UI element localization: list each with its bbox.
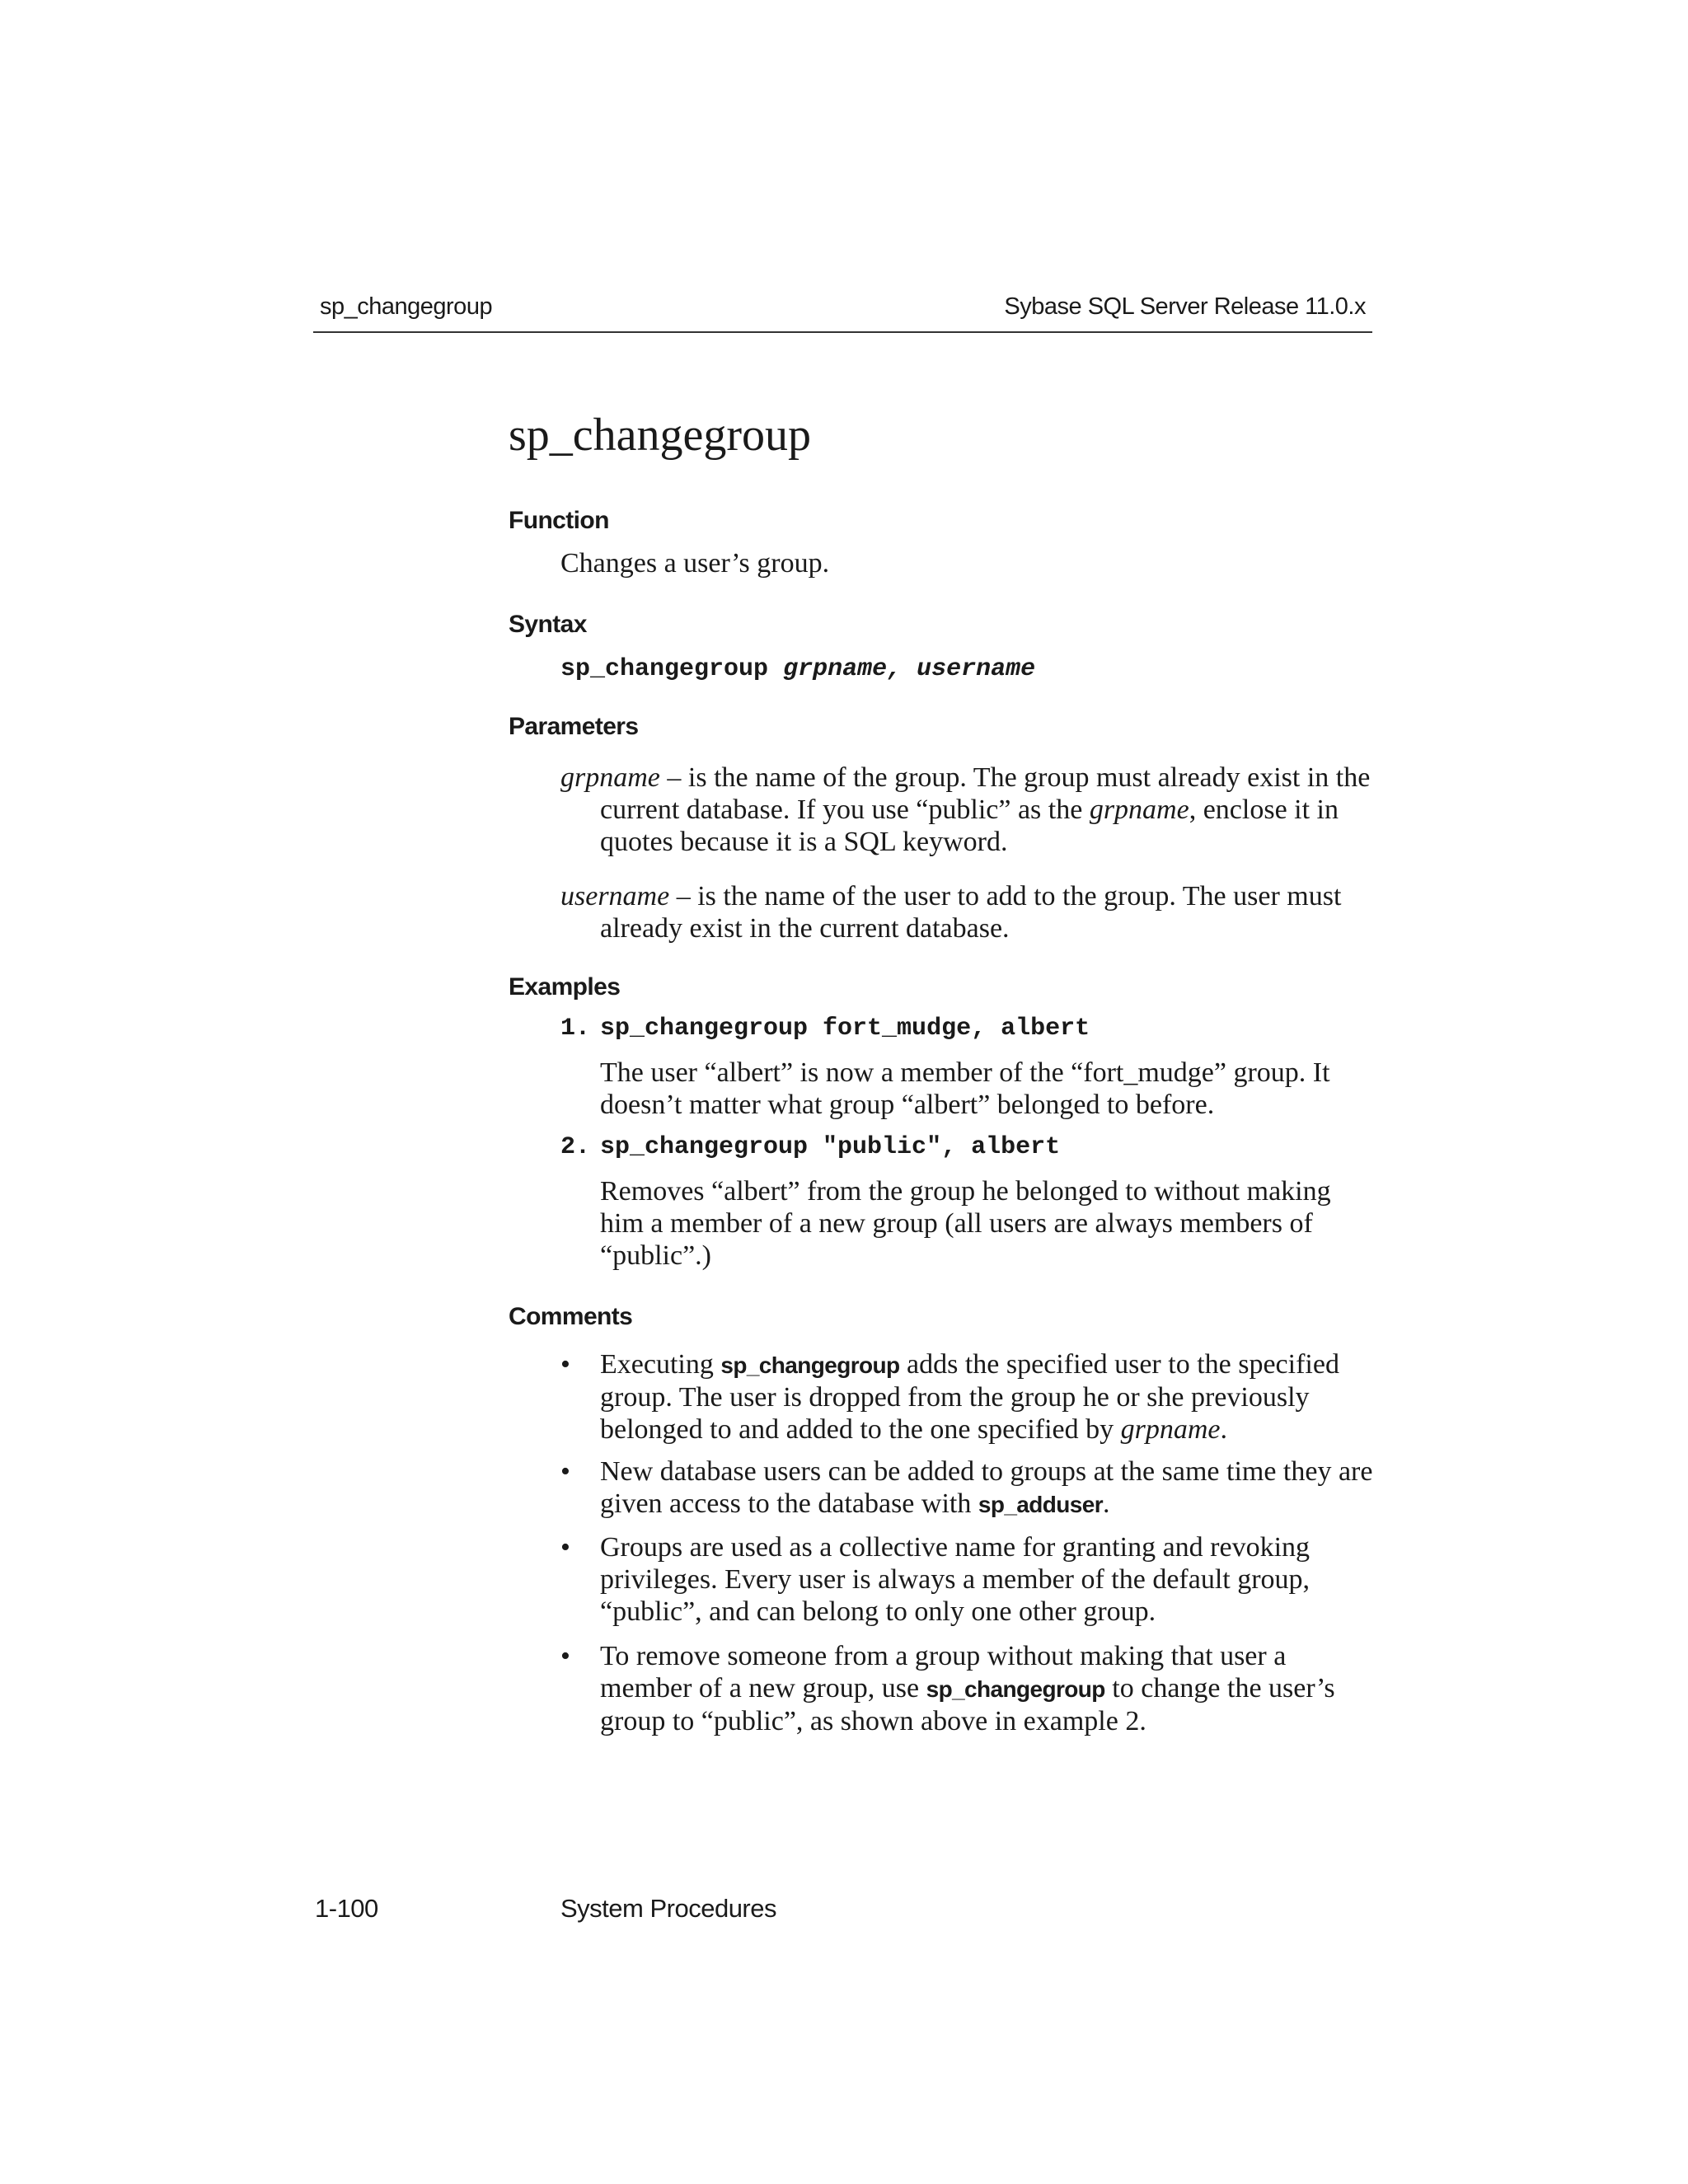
header-left: sp_changegroup — [320, 293, 493, 320]
example-1-code — [560, 1012, 1090, 1045]
bullet-glyph: • — [560, 1456, 570, 1487]
example-1-description: The user “albert” is now a member of the “fort_mudge” group. It doesn’t matter what group “albert” belonged to before. — [600, 1057, 1330, 1120]
example-2-code — [560, 1131, 1060, 1164]
example-code: sp_changegroup "public", albert — [600, 1133, 1061, 1161]
comment-item — [560, 1640, 1376, 1737]
function-heading: Function — [509, 507, 609, 534]
bullet-glyph: • — [560, 1349, 570, 1380]
param-grpname — [560, 762, 1416, 858]
comment-text: Groups are used as a collective name for granting and revoking privileges. Every user is always a member of the default group, “public”, and can belong to only one other group. — [600, 1532, 1311, 1627]
comment-item — [560, 1455, 1376, 1521]
param-username — [560, 880, 1416, 944]
example-2-description: Removes “albert” from the group he belonged to without making him a member of a new group (all users are always members of “public”.) — [600, 1176, 1331, 1271]
page-number: 1-100 — [315, 1894, 378, 1923]
example-number: 2. — [560, 1133, 591, 1161]
comment-text: To remove someone from a group without making that user a member of a new group, use sp_changegroup to change the user’s group to “public”, as shown above in example 2. — [600, 1641, 1335, 1736]
param-term: username — [560, 881, 670, 912]
procedure-name: sp_changegroup — [926, 1676, 1105, 1702]
syntax-args: grpname, username — [783, 655, 1036, 683]
syntax-command: sp_changegroup — [560, 655, 769, 683]
syntax-line — [560, 653, 1035, 686]
comment-item — [560, 1531, 1376, 1628]
examples-heading: Examples — [509, 973, 621, 1001]
param-separator: – — [659, 762, 688, 793]
header-rule — [313, 331, 1372, 333]
footer-title: System Procedures — [560, 1894, 776, 1923]
running-header — [313, 290, 1372, 333]
function-text: Changes a user’s group. — [560, 548, 830, 579]
param-text: is the name of the user to add to the group. The user must already exist in the current database. — [600, 881, 1342, 944]
comment-text: New database users can be added to groups at the same time they are given access to the database with sp_adduser. — [600, 1456, 1373, 1519]
parameters-heading: Parameters — [509, 713, 639, 740]
page-title: sp_changegroup — [509, 410, 812, 461]
param-term-inline: grpname — [1089, 794, 1189, 825]
bullet-glyph: • — [560, 1641, 570, 1671]
param-reference: grpname — [1120, 1414, 1221, 1445]
param-text: , enclose it in quotes because it is a SQL keyword. — [600, 794, 1339, 857]
param-term: grpname — [560, 762, 660, 793]
procedure-name: sp_adduser — [978, 1492, 1104, 1517]
comments-heading: Comments — [509, 1303, 633, 1330]
comment-item — [560, 1348, 1376, 1446]
param-text: is the name of the group. The group must already exist in the current database. If you use “public” as the — [600, 762, 1371, 825]
example-code: sp_changegroup fort_mudge, albert — [600, 1015, 1090, 1043]
syntax-heading: Syntax — [509, 611, 587, 638]
procedure-name: sp_changegroup — [720, 1352, 900, 1378]
comment-text: Executing sp_changegroup adds the specified user to the specified group. The user is dropped from the group he or she previously belonged to and added to the one specified by grpname. — [600, 1349, 1339, 1445]
example-number: 1. — [560, 1015, 591, 1043]
bullet-glyph: • — [560, 1532, 570, 1563]
header-right: Sybase SQL Server Release 11.0.x — [1004, 293, 1366, 320]
param-separator: – — [669, 881, 698, 912]
